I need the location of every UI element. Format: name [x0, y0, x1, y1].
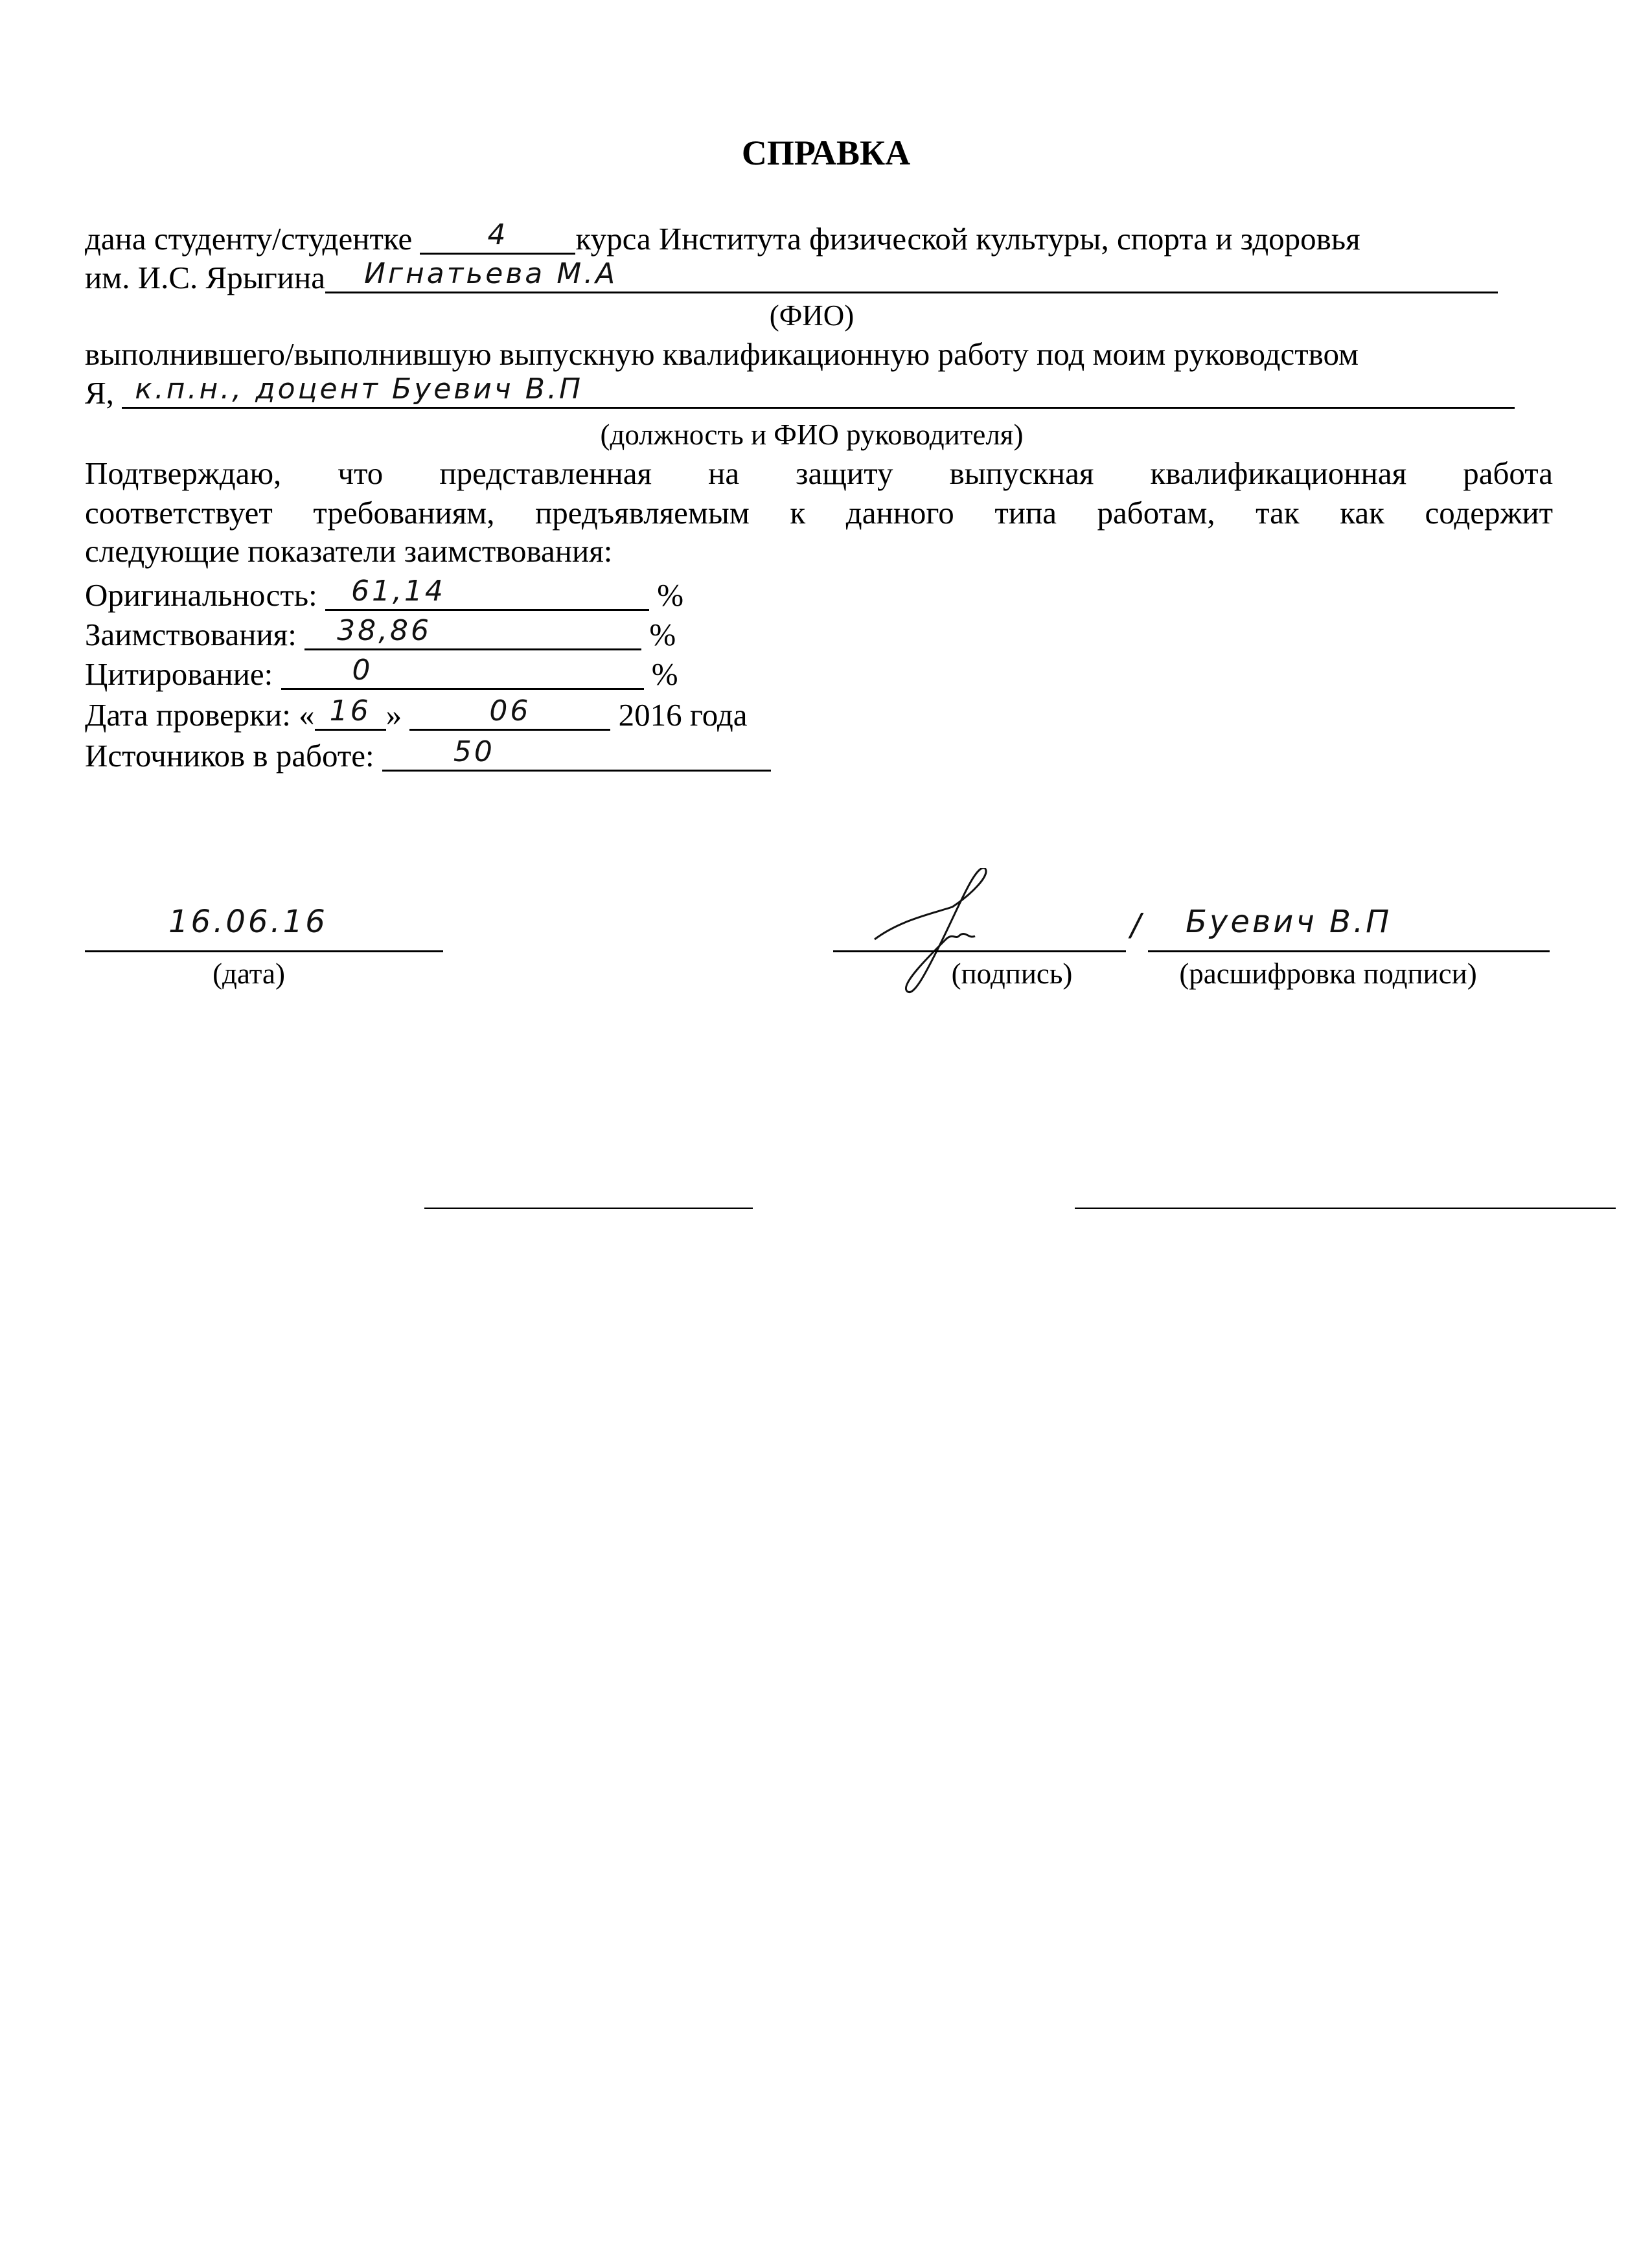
document-title: СПРАВКА: [741, 133, 911, 172]
line-supervisor: [85, 374, 1515, 412]
paragraph-line-2: соответствует требованиям, предъявляемым к данного типа работам, так как содержит: [85, 495, 1553, 531]
borrowing-row: [85, 616, 676, 654]
student-label: им. И.С. Ярыгина: [85, 260, 325, 295]
percent-sign: %: [649, 617, 676, 652]
quote-close: »: [385, 697, 402, 733]
citation-field: [281, 656, 644, 690]
student-name-value: Игнатьева М.А: [363, 257, 618, 290]
line-student: [85, 259, 1498, 297]
line-course: [85, 220, 1360, 258]
separator: /: [1130, 907, 1144, 943]
originality-field: [325, 577, 649, 611]
student-name-field: [325, 259, 1498, 293]
caption-supervisor: (должность и ФИО руководителя): [600, 418, 1024, 451]
citation-label: Цитирование:: [85, 656, 273, 692]
citation-value: 0: [352, 654, 373, 687]
decode-caption: (расшифровка подписи): [1179, 957, 1477, 990]
originality-value: 61,14: [350, 575, 446, 608]
borrowing-field: [304, 616, 641, 650]
check-day-field: [315, 696, 386, 731]
supervisor-field: [122, 374, 1515, 409]
sources-field: [382, 737, 771, 772]
institute-label: курса Института физической культуры, спорта и здоровья: [575, 221, 1360, 257]
footer-date-value: 16.06.16: [168, 904, 328, 940]
originality-label: Оригинальность:: [85, 577, 317, 613]
check-year: 2016 года: [618, 697, 748, 733]
supervisor-value: к.п.н., доцент Буевич В.П: [135, 372, 584, 406]
signature-line: [833, 950, 1126, 952]
check-month-field: [409, 696, 610, 731]
check-date-row: [85, 696, 748, 734]
sources-label: Источников в работе:: [85, 738, 374, 773]
bottom-line-right: [1075, 1208, 1616, 1209]
sources-value: 50: [453, 735, 495, 768]
line-completed: выполнившего/выполнившую выпускную квалификационную работу под моим руководством: [85, 336, 1359, 372]
citation-row: [85, 656, 678, 693]
bottom-line-left: [424, 1208, 753, 1209]
paragraph-line-3: следующие показатели заимствования:: [85, 533, 613, 569]
course-value: 4: [487, 218, 509, 251]
sources-row: [85, 737, 771, 775]
signature-caption: (подпись): [951, 957, 1073, 990]
caption-fio: (ФИО): [769, 299, 855, 332]
percent-sign: %: [657, 577, 684, 613]
course-field: [420, 220, 575, 255]
borrowing-label: Заимствования:: [85, 617, 297, 652]
percent-sign: %: [651, 656, 678, 692]
paragraph-line-1: Подтверждаю, что представленная на защиту выпускная квалификационная работа: [85, 455, 1553, 491]
date-caption: (дата): [212, 957, 285, 990]
originality-row: [85, 577, 683, 614]
decode-line: [1148, 950, 1550, 952]
date-line: [85, 950, 443, 952]
decode-value: Буевич В.П: [1186, 904, 1392, 940]
check-date-label: Дата проверки: «: [85, 697, 315, 733]
check-day-value: 16: [329, 694, 371, 727]
check-month-value: 06: [489, 694, 531, 727]
course-label: дана студенту/студентке: [85, 221, 413, 257]
supervisor-label: Я,: [85, 375, 114, 411]
borrowing-value: 38,86: [337, 614, 432, 647]
